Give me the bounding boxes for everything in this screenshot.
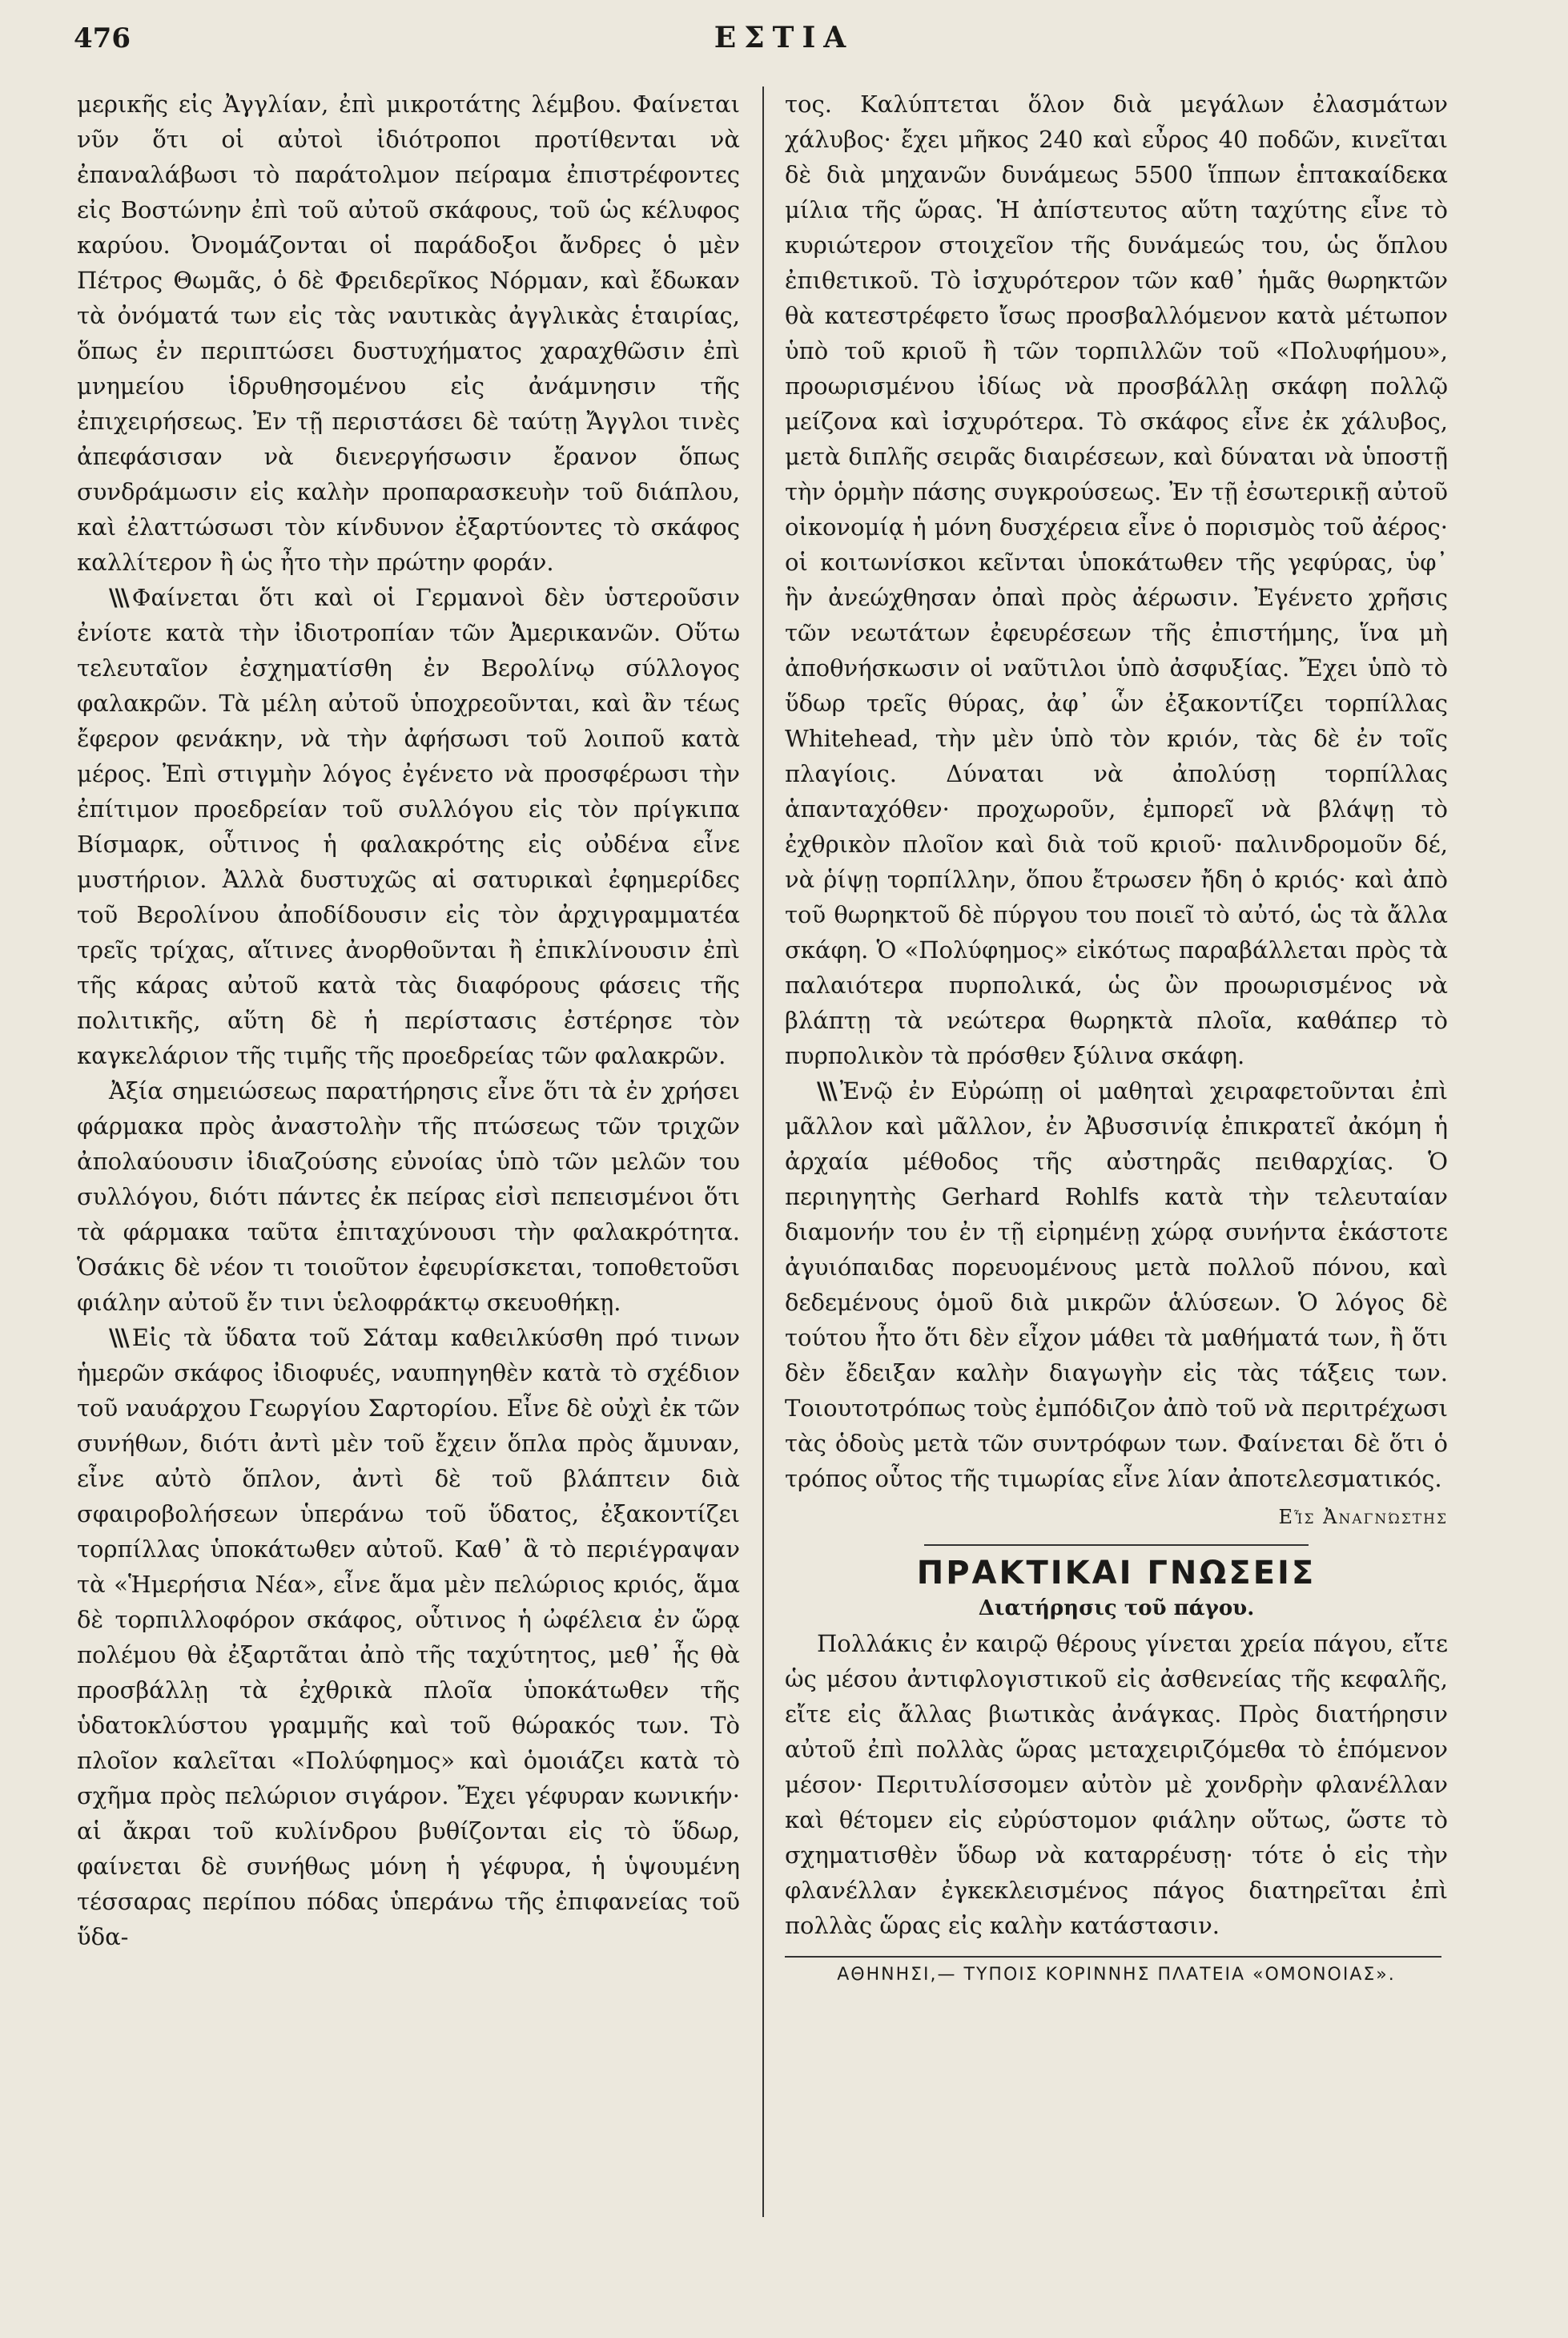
article-paragraph bbox=[785, 1073, 1448, 1496]
section-marker: \\\ bbox=[109, 584, 127, 611]
page-number: 476 bbox=[74, 22, 131, 54]
article-paragraph bbox=[77, 1320, 740, 1954]
left-column bbox=[77, 87, 740, 2266]
article-text: Εἰς τὰ ὕδατα τοῦ Σάταμ καθειλκύσθη πρό τινων ἡμερῶν σκάφος ἰδιοφυές, ναυπηγηθὲν κατὰ τὸ σχέδιον τοῦ ναυάρχου Γεωργίου Σαρτορίου. Εἶνε δὲ οὐχὶ ἐκ τῶν συνήθων, διότι ἀντὶ μὲν τοῦ ἔχειν ὅπλα πρὸς ἄμυναν, εἶνε αὐτὸ ὅπλον, ἀντὶ δὲ τοῦ βλάπτειν διὰ σφαιροβολήσεων ὑπεράνω τοῦ ὕδατος, ἐξακοντίζει τορπίλλας ὑποκάτωθεν αὐτοῦ. Καθ᾽ ἃ τὸ περιέγραψαν τὰ «Ἡμερήσια Νέα», εἶνε ἅμα μὲν πελώριος κριός, ἅμα δὲ τορπιλλοφόρον σκάφος, οὗτινος ἡ ὠφέλεια ἐν ὥρᾳ πολέμου θὰ ἐξαρτᾶται ἀπὸ τῆς ταχύτητος, μεθ᾽ ἧς θὰ προσβάλλῃ τὰ ἐχθρικὰ πλοῖα ὑποκάτωθεν τῆς ὑδατοκλύστου γραμμῆς καὶ τοῦ θώρακός των. Τὸ πλοῖον καλεῖται «Πολύφημος» καὶ ὁμοιάζει κατὰ τὸ σχῆμα πρὸς πελώριον σιγάρον. Ἔχει γέφυραν κωνικήν· αἱ ἄκραι τοῦ κυλίνδρου βυθίζονται εἰς τὸ ὕδωρ, φαίνεται δὲ συνήθως μόνη ἡ γέφυρα, ἡ ὑψουμένη τέσσαρας περίπου πόδας ὑπεράνω τῆς ἐπιφανείας τοῦ ὕδα- bbox=[77, 1324, 740, 1950]
right-column bbox=[785, 87, 1448, 2266]
article-text: Φαίνεται ὅτι καὶ οἱ Γερμανοὶ δὲν ὑστεροῦσιν ἐνίοτε κατὰ τὴν ἰδιοτροπίαν τῶν Ἀμερικανῶν. Οὕτω τελευταῖον ἐσχηματίσθη ἐν Βερολίνῳ σύλλογος φαλακρῶν. Τὰ μέλη αὐτοῦ ὑποχρεοῦνται, καὶ ἂν τέως ἔφερον φενάκην, νὰ τὴν ἀφήσωσι τοῦ λοιποῦ κατὰ μέρος. Ἐπὶ στιγμὴν λόγος ἐγένετο νὰ προσφέρωσι τὴν ἐπίτιμον προεδρείαν τοῦ συλλόγου εἰς τὸν πρίγκιπα Βίσμαρκ, οὗτινος ἡ φαλακρότης εἰς οὐδένα εἶνε μυστήριον. Ἀλλὰ δυστυχῶς αἱ σατυρικαὶ ἐφημερίδες τοῦ Βερολίνου ἀποδίδουσιν εἰς τὸν ἀρχιγραμματέα τρεῖς τρίχας, αἵτινες ἀνορθοῦνται ἢ ἐπικλίνουσιν ἐπὶ τῆς κάρας αὐτοῦ κατὰ τὰς διαφόρους φάσεις τῆς πολιτικῆς, αὕτη δὲ ἡ περίστασις ἐστέρησε τὸν καγκελάριον τῆς τιμῆς τῆς προεδρείας τῶν φαλακρῶν. bbox=[77, 584, 740, 1069]
section-marker: \\\ bbox=[109, 1324, 127, 1351]
article-text: Ἐνῷ ἐν Εὐρώπῃ οἱ μαθηταὶ χειραφετοῦνται ἐπὶ μᾶλλον καὶ μᾶλλον, ἐν Ἀβυσσινίᾳ ἐπικρατεῖ ἀκόμη ἡ ἀρχαία μέθοδος τῆς αὐστηρᾶς πειθαρχίας. Ὁ περιηγητὴς Gerhard Rohlfs κατὰ τὴν τελευταίαν διαμονήν του ἐν τῇ εἰρημένῃ χώρᾳ συνήντα ἑκάστοτε ἀγυιόπαιδας πορευομένους μετὰ πολλοῦ πόνου, καὶ δεδεμένους ὁμοῦ διὰ μικρῶν ἁλύσεων. Ὁ λόγος δὲ τούτου ἦτο ὅτι δὲν εἶχον μάθει τὰ μαθήματά των, ἢ ὅτι δὲν ἔδειξαν καλὴν διαγωγὴν εἰς τὰς τάξεις των. Τοιουτοτρόπως τοὺς ἐμπόδιζον ἀπὸ τοῦ νὰ περιτρέχωσι τὰς ὁδοὺς μετὰ τῶν συντρόφων των. Φαίνεται δὲ ὅτι ὁ τρόπος οὗτος τῆς τιμωρίας εἶνε λίαν ἀποτελεσματικός. bbox=[785, 1077, 1448, 1492]
printer-imprint: ΑΘΗΝΗΣΙ,— ΤΥΠΟΙΣ ΚΟΡΙΝΝΗΣ ΠΛΑΤΕΙΑ «ΟΜΟΝΟΙΑΣ». bbox=[837, 1965, 1396, 1985]
article-paragraph: μερικῆς εἰς Ἀγγλίαν, ἐπὶ μικροτάτης λέμβου. Φαίνεται νῦν ὅτι οἱ αὐτοὶ ἰδιότροποι προτίθενται νὰ ἐπαναλάβωσι τὸ παράτολμον πείραμα ἐπιστρέφοντες εἰς Βοστώνην ἐπὶ τοῦ αὐτοῦ σκάφους, τοῦ ὡς κέλυφος καρύου. Ὀνομάζονται οἱ παράδοξοι ἄνδρες ὁ μὲν Πέτρος Θωμᾶς, ὁ δὲ Φρειδερῖκος Νόρμαν, καὶ ἔδωκαν τὰ ὀνόματά των εἰς τὰς ναυτικὰς ἀγγλικὰς ἑταιρίας, ὅπως ἐν περιπτώσει δυστυχήματος χαραχθῶσιν ἐπὶ μνημείου ἱδρυθησομένου εἰς ἀνάμνησιν τῆς ἐπιχειρήσεως. Ἐν τῇ περιστάσει δὲ ταύτῃ Ἄγγλοι τινὲς ἀπεφάσισαν νὰ διενεργήσωσιν ἔρανον ὅπως συνδράμωσιν εἰς καλὴν προπαρασκευὴν τοῦ διάπλου, καὶ ἐλαττώσωσι τὸν κίνδυνον ἐξαρτύοντες τὸ σκάφος καλλίτερον ἢ ὡς ἦτο τὴν πρώτην φοράν. bbox=[77, 91, 740, 576]
article-paragraph bbox=[77, 580, 740, 1073]
section-marker: \\\ bbox=[817, 1077, 835, 1105]
footer-rule bbox=[785, 1956, 1441, 1958]
section-title: ΠΡΑΚΤΙΚΑΙ ΓΝΩΣΕΙΣ bbox=[916, 1555, 1317, 1592]
article-paragraph: Ἀξία σημειώσεως παρατήρησις εἶνε ὅτι τὰ ἐν χρήσει φάρμακα πρὸς ἀναστολὴν τῆς πτώσεως τῶν τριχῶν ἀπολαύουσιν ἰδιαζούσης εὐνοίας ὑπὸ τῶν μελῶν του συλλόγου, διότι πάντες ἐκ πείρας εἰσὶ πεπεισμένοι ὅτι τὰ φάρμακα ταῦτα ἐπιταχύνουσι τὴν φαλακρότητα. Ὁσάκις δὲ νέον τι τοιοῦτον ἐφευρίσκεται, τοποθετοῦσι φιάλην αὐτοῦ ἔν τινι ὑελοφράκτῳ σκευοθήκῃ. bbox=[77, 1077, 740, 1316]
section-subtitle: Διατήρησις τοῦ πάγου. bbox=[978, 1596, 1255, 1620]
article-paragraph: Πολλάκις ἐν καιρῷ θέρους γίνεται χρεία πάγου, εἴτε ὡς μέσου ἀντιφλογιστικοῦ εἰς ἀσθενείας τῆς κεφαλῆς, εἴτε εἰς ἄλλας βιωτικὰς ἀνάγκας. Πρὸς διατήρησιν αὐτοῦ ἐπὶ πολλὰς ὥρας μεταχειριζόμεθα τὸ ἑπόμενον μέσον· Περιτυλίσσομεν αὐτὸν μὲ χονδρὴν φλανέλλαν καὶ θέτομεν εἰς εὐρύστομον φιάλην οὕτως, ὥστε τὸ σχηματισθὲν ὕδωρ νὰ καταρρέυσῃ· τότε ὁ εἰς τὴν φλανέλλαν ἐγκεκλεισμένος πάγος διατηρεῖται ἐπὶ πολλὰς ὥρας εἰς καλὴν κατάστασιν. bbox=[785, 1630, 1448, 1939]
column-divider bbox=[762, 87, 764, 2217]
masthead: ΕΣΤΙΑ bbox=[714, 21, 854, 54]
page-header bbox=[0, 0, 1568, 77]
article-paragraph: τος. Καλύπτεται ὅλον διὰ μεγάλων ἐλασμάτων χάλυβος· ἔχει μῆκος 240 καὶ εὖρος 40 ποδῶν, κινεῖται δὲ διὰ μηχανῶν δυνάμεως 5500 ἵππων ἑπτακαίδεκα μίλια τῆς ὥρας. Ἡ ἀπίστευτος αὕτη ταχύτης εἶνε τὸ κυριώτερον στοιχεῖον τῆς δυνάμεώς του, ὡς ὅπλου ἐπιθετικοῦ. Τὸ ἰσχυρότερον τῶν καθ᾽ ἡμᾶς θωρηκτῶν θὰ κατεστρέφετο ἴσως προσβαλλόμενον κατὰ μέτωπον ὑπὸ τοῦ κριοῦ ἢ τῶν τορπιλλῶν τοῦ «Πολυφήμου», προωρισμένου ἰδίως νὰ προσβάλλῃ σκάφη πολλῷ μείζονα καὶ ἰσχυρότερα. Τὸ σκάφος εἶνε ἐκ χάλυβος, μετὰ διπλῆς σειρᾶς διαιρέσεων, καὶ δύναται νὰ ὑποστῇ τὴν ὁρμὴν πάσης συγκρούσεως. Ἐν τῇ ἐσωτερικῇ αὐτοῦ οἰκονομίᾳ ἡ μόνη δυσχέρεια εἶνε ὁ πορισμὸς τοῦ ἀέρος· οἱ κοιτωνίσκοι κεῖνται ὑποκάτωθεν τῆς γεφύρας, ὑφ᾽ ἣν ἀνεώχθησαν ὀπαὶ πρὸς ἀέρωσιν. Ἐγένετο χρῆσις τῶν νεωτάτων ἐφευρέσεων τῆς ἐπιστήμης, ἵνα μὴ ἀποθνήσκωσιν οἱ ναῦτιλοι ὑπὸ ἀσφυξίας. Ἔχει ὑπὸ τὸ ὕδωρ τρεῖς θύρας, ἀφ᾽ ὧν ἐξακοντίζει τορπίλλας Whitehead, τὴν μὲν ὑπὸ τὸν κριόν, τὰς δὲ ἐν τοῖς πλαγίοις. Δύναται νὰ ἀπολύσῃ τορπίλλας ἁπανταχόθεν· προχωροῦν, ἐμπορεῖ νὰ βλάψῃ τὸ ἐχθρικὸν πλοῖον καὶ διὰ τοῦ κριοῦ· παλινδρομοῦν δέ, νὰ ῥίψῃ τορπίλλην, ὅπου ἔτρωσεν ἤδη ὁ κριός· καὶ ἀπὸ τοῦ θωρηκτοῦ δὲ πύργου του ποιεῖ τὸ αὐτό, ὡς τὰ ἄλλα σκάφη. Ὁ «Πολύφημος» εἰκότως παραβάλλεται πρὸς τὰ παλαιότερα πυρπολικά, ὡς ὢν προωρισμένος νὰ βλάπτῃ τὰ νεώτερα θωρηκτὰ πλοῖα, καθάπερ τὸ πυρπολικὸν τὰ πρόσθεν ξύλινα σκάφη. bbox=[785, 91, 1448, 1069]
section-rule bbox=[924, 1544, 1309, 1546]
signature: Εἷς Ἀναγνώστης bbox=[1278, 1506, 1448, 1528]
